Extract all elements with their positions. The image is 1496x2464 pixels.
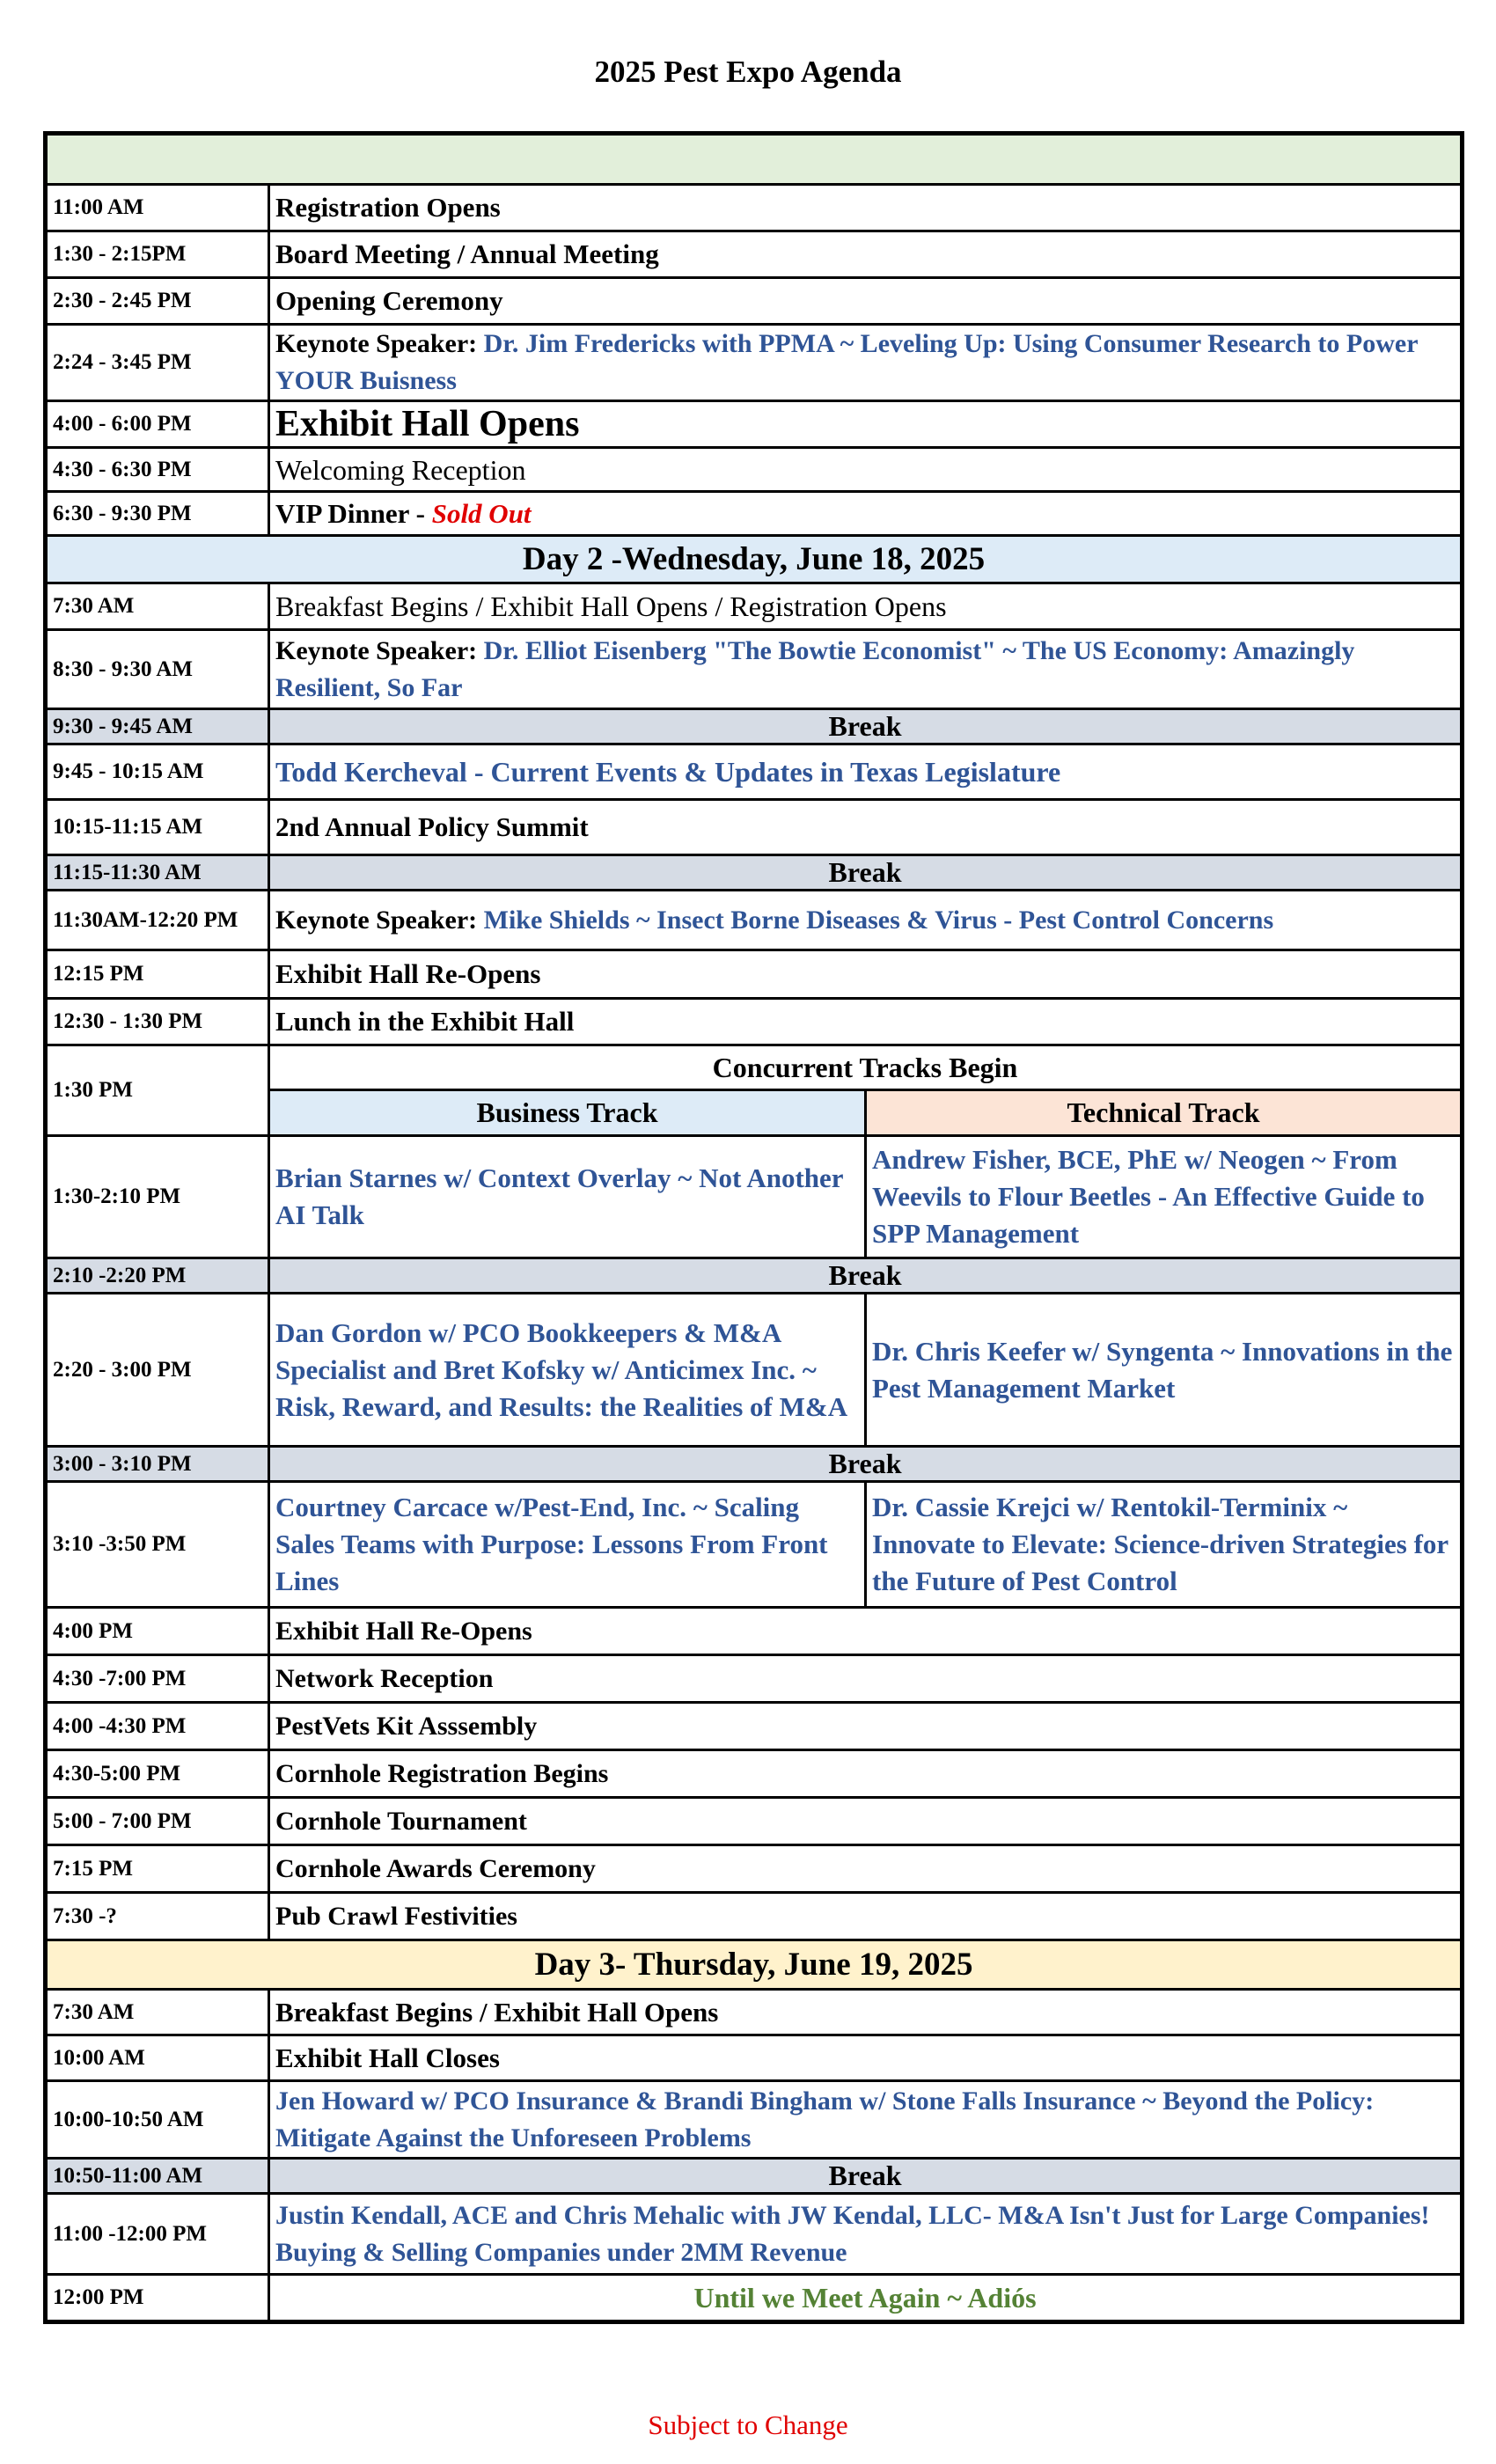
event-cell: Lunch in the Exhibit Hall bbox=[269, 999, 1463, 1045]
agenda-table bbox=[43, 131, 1464, 2324]
time-cell: 6:30 - 9:30 PM bbox=[46, 492, 269, 536]
time-cell: 4:30 -7:00 PM bbox=[46, 1655, 269, 1703]
table-row bbox=[46, 1798, 1463, 1845]
table-row bbox=[46, 448, 1463, 492]
subject-to-change-note: Subject to Change bbox=[648, 2409, 848, 2440]
event-cell: Network Reception bbox=[269, 1655, 1463, 1703]
table-row bbox=[46, 278, 1463, 325]
break-row bbox=[46, 2159, 1463, 2194]
keynote-detail: Dr. Elliot Eisenberg "The Bowtie Economist" ~ The US Economy: Amazingly Resilient, So Far bbox=[275, 635, 1355, 702]
time-cell: 8:30 - 9:30 AM bbox=[46, 630, 269, 709]
table-row bbox=[46, 325, 1463, 401]
break-row bbox=[46, 1258, 1463, 1294]
business-talk: Courtney Carcace w/Pest-End, Inc. ~ Scaling Sales Teams with Purpose: Lessons From Front Lines bbox=[269, 1482, 866, 1608]
time-cell: 9:45 - 10:15 AM bbox=[46, 744, 269, 800]
closing-message: Until we Meet Again ~ Adiós bbox=[269, 2275, 1463, 2322]
day-heading: Day 2 -Wednesday, June 18, 2025 bbox=[46, 536, 1463, 583]
table-row bbox=[46, 1990, 1463, 2035]
event-cell: Cornhole Registration Begins bbox=[269, 1750, 1463, 1798]
keynote-cell bbox=[269, 630, 1463, 709]
table-row bbox=[46, 2081, 1463, 2159]
event-cell: Exhibit Hall Closes bbox=[269, 2035, 1463, 2081]
table-row bbox=[46, 1136, 1463, 1258]
table-row bbox=[46, 583, 1463, 630]
event-cell: Breakfast Begins / Exhibit Hall Opens / Registration Opens bbox=[269, 583, 1463, 630]
event-cell: Pub Crawl Festivities bbox=[269, 1893, 1463, 1940]
event-cell: Breakfast Begins / Exhibit Hall Opens bbox=[269, 1990, 1463, 2035]
keynote-label: Keynote Speaker: bbox=[275, 635, 478, 665]
time-cell: 4:00 - 6:00 PM bbox=[46, 401, 269, 448]
time-cell: 10:00 AM bbox=[46, 2035, 269, 2081]
table-row bbox=[46, 1608, 1463, 1655]
time-cell: 11:00 AM bbox=[46, 185, 269, 231]
table-row bbox=[46, 492, 1463, 536]
event-cell: Exhibit Hall Re-Opens bbox=[269, 950, 1463, 999]
break-row bbox=[46, 1447, 1463, 1482]
event-cell: Welcoming Reception bbox=[269, 448, 1463, 492]
table-row bbox=[46, 1893, 1463, 1940]
break-label: Break bbox=[269, 855, 1463, 891]
keynote-cell bbox=[269, 325, 1463, 401]
break-label: Break bbox=[269, 709, 1463, 744]
event-cell bbox=[269, 492, 1463, 536]
day1-header-row bbox=[46, 134, 1463, 185]
time-cell: 3:00 - 3:10 PM bbox=[46, 1447, 269, 1482]
technical-talk: Andrew Fisher, BCE, PhE w/ Neogen ~ From Weevils to Flour Beetles - An Effective Guide to SPP Management bbox=[866, 1136, 1463, 1258]
event-cell: Opening Ceremony bbox=[269, 278, 1463, 325]
keynote-label: Keynote Speaker: bbox=[275, 905, 478, 935]
event-cell: Justin Kendall, ACE and Chris Mehalic with JW Kendal, LLC- M&A Isn't Just for Large Companies! Buying & Selling Companies under 2MM Revenue bbox=[269, 2194, 1463, 2275]
time-cell: 10:00-10:50 AM bbox=[46, 2081, 269, 2159]
keynote-cell bbox=[269, 891, 1463, 950]
break-label: Break bbox=[269, 2159, 1463, 2194]
table-row bbox=[46, 999, 1463, 1045]
technical-talk: Dr. Cassie Krejci w/ Rentokil-Terminix ~ Innovate to Elevate: Science-driven Strategies for the Future of Pest Control bbox=[866, 1482, 1463, 1608]
table-row bbox=[46, 744, 1463, 800]
day-heading: Day 3- Thursday, June 19, 2025 bbox=[46, 1940, 1463, 1990]
time-cell: 11:00 -12:00 PM bbox=[46, 2194, 269, 2275]
tracks-heading: Concurrent Tracks Begin bbox=[269, 1045, 1463, 1090]
table-row bbox=[46, 950, 1463, 999]
event-cell: Jen Howard w/ PCO Insurance & Brandi Bingham w/ Stone Falls Insurance ~ Beyond the Policy: Mitigate Against the Unforeseen Problems bbox=[269, 2081, 1463, 2159]
event-cell: PestVets Kit Asssembly bbox=[269, 1703, 1463, 1750]
time-cell: 11:15-11:30 AM bbox=[46, 855, 269, 891]
break-label: Break bbox=[269, 1447, 1463, 1482]
event-cell: Cornhole Tournament bbox=[269, 1798, 1463, 1845]
table-row bbox=[46, 2194, 1463, 2275]
table-row bbox=[46, 1655, 1463, 1703]
time-cell: 7:30 AM bbox=[46, 583, 269, 630]
time-cell: 4:30 - 6:30 PM bbox=[46, 448, 269, 492]
break-row bbox=[46, 709, 1463, 744]
keynote-label: Keynote Speaker: bbox=[275, 329, 478, 358]
time-cell: 7:30 -? bbox=[46, 1893, 269, 1940]
time-cell: 2:30 - 2:45 PM bbox=[46, 278, 269, 325]
table-row bbox=[46, 1845, 1463, 1893]
break-label: Break bbox=[269, 1258, 1463, 1294]
time-cell: 2:10 -2:20 PM bbox=[46, 1258, 269, 1294]
day2-heading-row bbox=[46, 536, 1463, 583]
sold-out-note: Sold Out bbox=[431, 497, 532, 529]
table-row bbox=[46, 1294, 1463, 1447]
time-cell: 10:15-11:15 AM bbox=[46, 800, 269, 855]
time-cell: 5:00 - 7:00 PM bbox=[46, 1798, 269, 1845]
day3-heading-row bbox=[46, 1940, 1463, 1990]
table-row bbox=[46, 231, 1463, 278]
time-cell: 4:30-5:00 PM bbox=[46, 1750, 269, 1798]
event-cell: Cornhole Awards Ceremony bbox=[269, 1845, 1463, 1893]
time-cell: 4:00 -4:30 PM bbox=[46, 1703, 269, 1750]
business-talk: Brian Starnes w/ Context Overlay ~ Not Another AI Talk bbox=[269, 1136, 866, 1258]
table-row bbox=[46, 800, 1463, 855]
break-row bbox=[46, 855, 1463, 891]
technical-talk: Dr. Chris Keefer w/ Syngenta ~ Innovations in the Pest Management Market bbox=[866, 1294, 1463, 1447]
page-title: 2025 Pest Expo Agenda bbox=[594, 55, 902, 89]
table-row bbox=[46, 401, 1463, 448]
keynote-detail: Mike Shields ~ Insect Borne Diseases & Virus - Pest Control Concerns bbox=[483, 905, 1274, 935]
time-cell: 11:30AM-12:20 PM bbox=[46, 891, 269, 950]
time-cell: 12:30 - 1:30 PM bbox=[46, 999, 269, 1045]
keynote-detail: Dr. Jim Fredericks with PPMA ~ Leveling Up: Using Consumer Research to Power YOUR Buisness bbox=[275, 329, 1418, 395]
table-row bbox=[46, 185, 1463, 231]
table-row bbox=[46, 1482, 1463, 1608]
time-cell: 12:00 PM bbox=[46, 2275, 269, 2322]
time-cell: 1:30-2:10 PM bbox=[46, 1136, 269, 1258]
tracks-heading-row bbox=[46, 1045, 1463, 1090]
table-row bbox=[46, 630, 1463, 709]
time-cell: 9:30 - 9:45 AM bbox=[46, 709, 269, 744]
table-row bbox=[46, 2035, 1463, 2081]
event-text: VIP Dinner - bbox=[275, 497, 432, 529]
time-cell: 1:30 - 2:15PM bbox=[46, 231, 269, 278]
event-cell: Exhibit Hall Re-Opens bbox=[269, 1608, 1463, 1655]
table-row bbox=[46, 1703, 1463, 1750]
time-cell: 10:50-11:00 AM bbox=[46, 2159, 269, 2194]
business-talk: Dan Gordon w/ PCO Bookkeepers & M&A Specialist and Bret Kofsky w/ Anticimex Inc. ~ Risk, Reward, and Results: the Realities of M&A bbox=[269, 1294, 866, 1447]
time-cell: 4:00 PM bbox=[46, 1608, 269, 1655]
time-cell: 3:10 -3:50 PM bbox=[46, 1482, 269, 1608]
event-cell: Registration Opens bbox=[269, 185, 1463, 231]
business-track-heading: Business Track bbox=[269, 1090, 866, 1136]
time-cell: 2:20 - 3:00 PM bbox=[46, 1294, 269, 1447]
time-cell: 12:15 PM bbox=[46, 950, 269, 999]
event-cell: Todd Kercheval - Current Events & Updates in Texas Legislature bbox=[269, 744, 1463, 800]
event-cell: Board Meeting / Annual Meeting bbox=[269, 231, 1463, 278]
table-row bbox=[46, 891, 1463, 950]
table-row bbox=[46, 1750, 1463, 1798]
event-cell: 2nd Annual Policy Summit bbox=[269, 800, 1463, 855]
time-cell: 1:30 PM bbox=[46, 1045, 269, 1136]
time-cell: 2:24 - 3:45 PM bbox=[46, 325, 269, 401]
time-cell: 7:30 AM bbox=[46, 1990, 269, 2035]
technical-track-heading: Technical Track bbox=[866, 1090, 1463, 1136]
time-cell: 7:15 PM bbox=[46, 1845, 269, 1893]
table-row bbox=[46, 2275, 1463, 2322]
event-cell: Exhibit Hall Opens bbox=[269, 401, 1463, 448]
